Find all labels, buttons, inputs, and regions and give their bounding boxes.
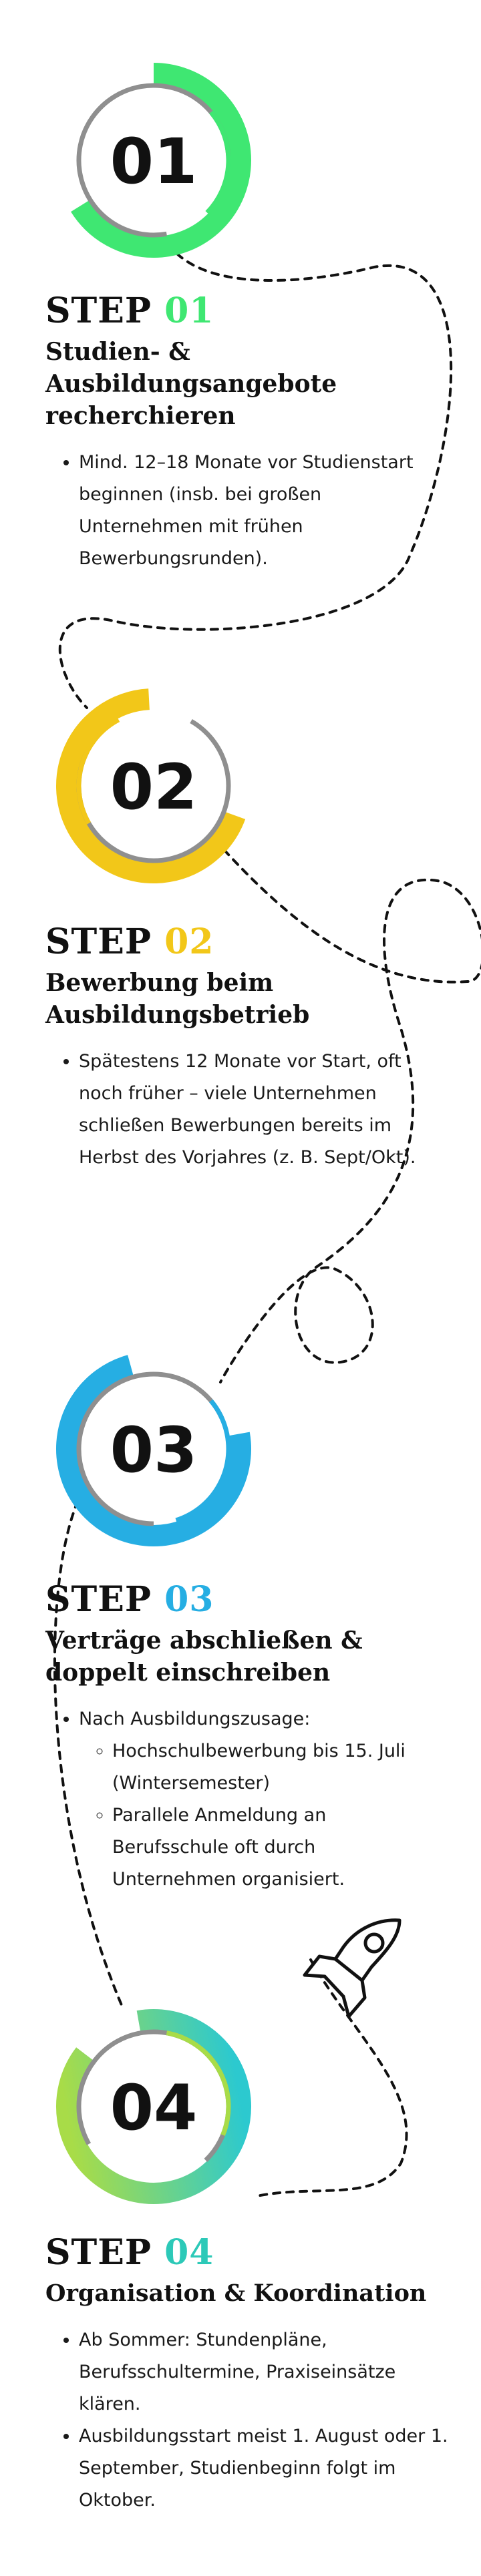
step-01-bullets xyxy=(45,447,440,575)
step-04-number: 04 xyxy=(110,2072,198,2145)
step-04-title-line: Organisation & Koordination xyxy=(45,2280,427,2307)
step-01-heading-prefix: STEP xyxy=(45,290,165,331)
step-03-title xyxy=(45,1625,460,1689)
step-03-number: 03 xyxy=(110,1414,198,1487)
step-04-heading-prefix: STEP xyxy=(45,2232,165,2273)
step-02-number: 02 xyxy=(110,751,198,824)
step-01-number: 01 xyxy=(110,126,198,198)
step-03-bullets xyxy=(45,1703,453,1896)
step-02 xyxy=(45,921,460,1174)
step-02-badge xyxy=(45,678,262,894)
step-03-heading xyxy=(45,1579,460,1621)
step-03-heading-prefix: STEP xyxy=(45,1579,165,1620)
step-03-sub-bullet: ◦ Hochschulbewerbung bis 15. Juli (Wintersemester) xyxy=(112,1735,426,1799)
step-01-bullet: • Mind. 12–18 Monate vor Studienstart beginnen (insb. bei großen Unternehmen mit frühen Bewerbungsrunden). xyxy=(79,447,440,575)
step-03-heading-number: 03 xyxy=(164,1579,214,1620)
step-03-title-line: Verträge abschließen & xyxy=(45,1627,363,1655)
step-02-heading-number: 02 xyxy=(164,921,214,962)
step-01 xyxy=(45,290,460,575)
step-01-title-line: Studien- & xyxy=(45,338,190,366)
step-02-bullet: • Spätestens 12 Monate vor Start, oft noch früher – viele Unternehmen schließen Bewerbungen bereits im Herbst des Vorjahres (z. B. Sept/Okt). xyxy=(79,1046,426,1174)
step-04 xyxy=(45,2232,460,2517)
step-01-heading xyxy=(45,290,460,332)
step-03 xyxy=(45,1579,460,1896)
step-02-heading-prefix: STEP xyxy=(45,921,165,962)
step-04-badge xyxy=(45,1998,262,2215)
step-02-title-line: Ausbildungsbetrieb xyxy=(45,1001,310,1029)
rocket-icon xyxy=(299,1916,406,2023)
step-03-sub-bullet: ◦ Parallele Anmeldung an Berufsschule oft durch Unternehmen organisiert. xyxy=(112,1799,426,1896)
step-04-bullet: • Ausbildungsstart meist 1. August oder 1. September, Studienbeginn folgt im Oktober. xyxy=(79,2420,453,2517)
step-04-title xyxy=(45,2278,460,2310)
step-02-title xyxy=(45,967,460,1031)
step-01-badge xyxy=(45,52,262,268)
step-03-sub-bullets xyxy=(79,1735,426,1896)
step-02-title-line: Bewerbung beim xyxy=(45,969,274,997)
step-01-heading-number: 01 xyxy=(164,290,214,331)
step-04-heading xyxy=(45,2232,460,2274)
step-03-title-line: doppelt einschreiben xyxy=(45,1659,331,1687)
step-04-bullet: • Ab Sommer: Stundenpläne, Berufsschultermine, Praxiseinsätze klären. xyxy=(79,2324,453,2420)
step-03-badge xyxy=(45,1341,262,1557)
step-01-title xyxy=(45,336,460,432)
step-03-bullet-text: Nach Ausbildungszusage: xyxy=(79,1709,311,1729)
step-03-bullet xyxy=(79,1703,453,1896)
step-04-bullets xyxy=(45,2324,453,2517)
step-01-title-line: Ausbildungsangebote xyxy=(45,370,337,398)
step-02-heading xyxy=(45,921,460,963)
step-02-bullets xyxy=(45,1046,426,1174)
step-01-title-line: recherchieren xyxy=(45,402,236,430)
step-04-heading-number: 04 xyxy=(164,2232,214,2273)
